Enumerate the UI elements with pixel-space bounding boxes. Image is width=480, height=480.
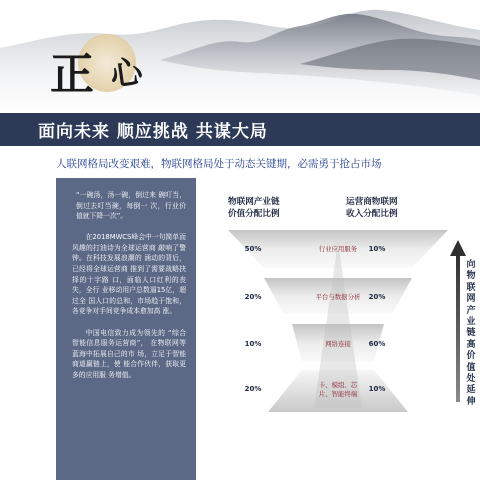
paragraph-mwc: 在2018MWCS峰会中一句简单而风趣的打油诗为全球运营商 敲响了警钟。在科技发展浪潮的 涌动的背后，已经将全球运营商 推到了需要战略抉择的十字路 口，面临人口红利的丧失，全行 业移动用户总数逼15亿，超过全 国人口的总和，市场趋于饱和， 各竞争对手间竞争成本愈加高 涨。 (72, 233, 186, 316)
tier-3-right-pct: 60% (368, 340, 386, 348)
tier-2-right-pct: 20% (368, 293, 386, 301)
title-banner (0, 113, 480, 146)
tier-1-right-pct: 10% (368, 245, 386, 253)
page-title: 面向未来 顺应挑战 共谋大局 (38, 122, 268, 142)
tier-4-label: 卡、模组、芯片、智能终端 (318, 381, 358, 398)
left-header-line-2: 价值分配比例 (228, 209, 280, 219)
page-subtitle: 人联网格局改变艰难，物联网格局处于动态关键期，必需勇于抢占市场 (56, 158, 382, 170)
tier-4-left-pct: 20% (244, 385, 262, 393)
arrow-shaft (456, 252, 460, 402)
vertical-arrow-label: 向物联网产业链高价值处延伸 (466, 260, 476, 407)
funnel-graphic (206, 190, 480, 440)
tier-4-right-pct: 10% (368, 385, 386, 393)
left-header-line-1: 物联网产业链 (228, 197, 280, 207)
paragraph-telecom: 中国电信致力成为领先的 “综合智能信息服务运营商”， 在物联网等蓝海中拓展自己的市 场，立足于智能商道赢链上，使 能合作伙伴，获取更多的应用服 务增值。 (72, 328, 186, 379)
tier-1-label: 行业应用服务 (318, 245, 358, 253)
tier-1-left-pct: 50% (244, 245, 262, 253)
header-art (0, 0, 480, 112)
paragraph-quote: “一碗汤，汤一碗，倒过来 碗叮当，倒过去叮当碗，每倒一 次，行业价值就下降一次”。 (76, 191, 186, 221)
tier-2-label: 平台与数据分析 (315, 293, 361, 301)
logo-char-xin: 心 (107, 51, 145, 95)
right-header-line-2: 收入分配比例 (346, 209, 398, 219)
tier-3-label: 网络连接 (325, 340, 351, 348)
value-chain-diagram (206, 190, 480, 440)
zhengxin-logo (48, 32, 145, 106)
arrow-head (450, 240, 466, 256)
right-header-line-1: 运营商物联网 (346, 197, 398, 207)
tier-3-left-pct: 10% (244, 340, 262, 348)
logo-char-zheng: 正 (50, 49, 92, 100)
left-text-panel (56, 178, 196, 480)
tier-2-left-pct: 20% (244, 293, 262, 301)
